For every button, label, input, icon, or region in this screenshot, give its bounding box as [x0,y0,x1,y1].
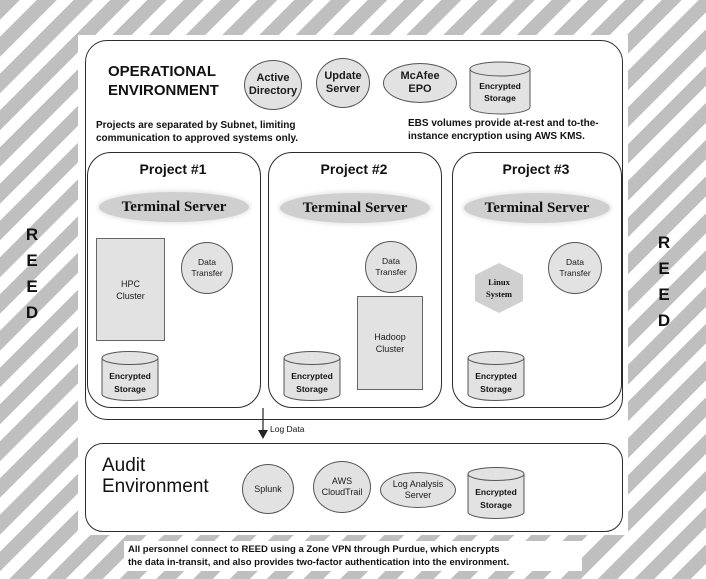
project-2-title: Project #2 [320,161,388,177]
log-data-arrow [256,408,270,440]
node-label: AWS [331,476,353,486]
node-label: McAfee [400,70,440,82]
storage-label-line: Storage [480,500,512,510]
storage-label-line: Storage [296,384,328,394]
note-line: Projects are separated by Subnet, limiting [96,120,296,131]
node-label: Transfer [559,268,591,278]
project-1-terminal-server: Terminal Server [99,192,249,222]
reed-right-letter: E [658,259,670,278]
storage-label-line: Encrypted [475,487,517,497]
operational-title [108,62,219,100]
project-3-linux-label [473,276,525,300]
update-server-node [316,58,370,108]
project-2-data-transfer [365,241,417,293]
node-label: Hadoop [374,332,406,342]
node-label: Transfer [191,268,223,278]
node-label: Server [404,490,432,500]
reed-left-letter: R [25,225,39,244]
project-3-data-transfer [548,242,602,294]
reed-left-label [20,222,44,326]
node-label: Server [325,83,361,95]
ebs-note [408,117,599,143]
project-1-hpc-cluster [96,238,165,341]
project-3-storage-label [466,370,526,396]
storage-label-line: Encrypted [291,371,333,381]
project-3-terminal-server: Terminal Server [464,193,610,223]
node-label: Cluster [375,344,405,354]
storage-label-line: Encrypted [479,81,521,91]
aws-cloudtrail-node [313,461,371,513]
reed-left-letter: E [26,277,38,296]
note-line: EBS volumes provide at-rest and to-the- [408,118,599,129]
node-label: Data [566,257,584,267]
storage-label-line: Encrypted [109,371,151,381]
storage-label-line: Storage [480,384,512,394]
node-label: Active [256,72,290,84]
splunk-node [242,464,294,514]
project-2-terminal-server: Terminal Server [280,193,430,223]
vpn-footer-note [124,541,582,571]
audit-title-line: Environment [102,476,209,497]
reed-right-letter: E [658,285,670,304]
project-1-title: Project #1 [139,161,207,177]
project-1-data-transfer [181,242,233,294]
subnet-note [96,119,298,145]
reed-right-label [652,230,676,334]
node-label: Update [324,70,362,82]
node-label: Cluster [116,290,145,301]
node-label: Directory [248,85,298,97]
storage-label-line: Storage [114,384,146,394]
storage-label-line: Encrypted [475,371,517,381]
operational-title-line: ENVIRONMENT [108,82,219,99]
node-label: Data [198,257,216,267]
active-directory-node [244,60,302,110]
log-analysis-server-node [380,472,456,508]
reed-left-letter: D [25,303,39,322]
note-line: communication to approved systems only. [96,133,299,144]
node-label: Transfer [375,267,407,277]
footer-line: the data in-transit, and also provides two-factor authentication into the environment. [128,557,510,568]
operational-storage-label [468,80,532,104]
storage-label-line: Storage [484,93,516,103]
log-data-label: Log Data [270,424,305,434]
reed-right-letter: D [657,311,671,330]
node-label: EPO [408,83,432,95]
audit-title-line: Audit [102,455,146,476]
node-label: Splunk [254,483,282,494]
footer-line: All personnel connect to REED using a Zone VPN through Purdue, which encrypts [128,544,500,555]
project-2-storage-label [282,370,342,396]
operational-title-line: OPERATIONAL [108,63,217,80]
reed-right-letter: R [657,233,671,252]
node-label: Data [382,256,400,266]
audit-storage-label [466,486,526,512]
node-label: System [486,289,512,299]
note-line: instance encryption using AWS KMS. [408,131,585,142]
project-2-hadoop-cluster [357,296,423,390]
node-label: Linux [488,277,510,287]
node-label: Log Analysis [392,479,444,489]
project-3-title: Project #3 [502,161,570,177]
node-label: CloudTrail [321,487,363,497]
node-label: HPC [120,278,140,289]
mcafee-epo-node [383,63,457,103]
reed-left-letter: E [26,251,38,270]
project-1-storage-label [100,370,160,396]
audit-title [102,455,209,497]
